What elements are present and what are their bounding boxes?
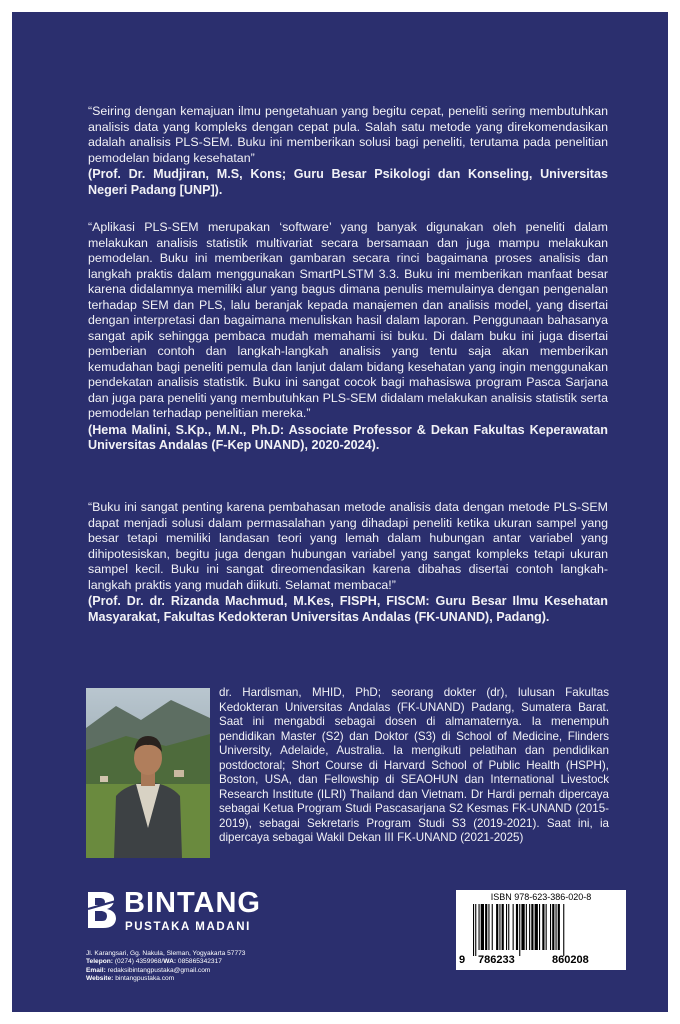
barcode-bar [513, 904, 514, 950]
wa-value: 085865342317 [177, 958, 222, 966]
email-label: Email: [86, 966, 106, 974]
endorsement-quote-1 [88, 104, 608, 198]
barcode-bar [492, 904, 493, 950]
barcode-bar [546, 904, 547, 950]
barcode-bar [516, 904, 518, 950]
quote-3-source: (Prof. Dr. dr. Rizanda Machmud, M.Kes, FISPH, FISCM: Guru Besar Ilmu Kesehatan Masyarakat, Fakultas Kedokteran Universitas Andalas (FK-UNAND), Padang). [88, 594, 608, 624]
author-photo [86, 688, 210, 858]
barcode-bar [508, 904, 509, 950]
quote-2-text: “Aplikasi PLS-SEM merupakan ‘software’ yang banyak digunakan oleh peneliti dalam melakukan analisis statistik multivariat secara bersamaan dan juga mampu melakukan pemodelan. Buku ini memberikan gambaran secara rinci bagaimana proses analisis dan langkah praktis dalam menggunakan SmartPLSTM 3.3. Buku ini memberikan manfaat besar karena didalamnya memiliki alur yang bagus dimana penulis memulainya dengan pengenalan terhadap SEM dan PLS, lalu beranjak kepada manajemen dan analisis model, yang disertai dengan interpretasi dan bagaimana menuliskan hasil dalam laporan. Penggunaan bahasanya sangat apik sehingga pembaca mudah memahami isi buku. Di dalam buku ini juga disertai pemberian contoh dan langkah-langkah analisis yang tentu saja akan memberikan kemudahan bagi peneliti pemula dan lanjut dalam bidang kesehatan yang ingin menggunakan pendekatan analisis statistik. Buku ini sangat cocok bagi mahasiswa program Pasca Sarjana dan juga para peneliti yang membutuhkan PLS-SEM didalam melakukan analisis statistik serta pemodelan terhadap penelitian mereka.” [88, 220, 608, 420]
barcode-bar [535, 904, 538, 950]
publisher-address: Jl. Karangsari, Gg. Nakula, Sleman, Yogyakarta 57773 [86, 950, 246, 957]
barcode-bar [506, 904, 507, 950]
publisher-email-line [86, 967, 245, 975]
endorsement-quote-2 [88, 220, 608, 454]
barcode-bar [563, 904, 564, 956]
author-bio: dr. Hardisman, MHID, PhD; seorang dokter (dr), lulusan Fakultas Kedokteran Universitas Andalas (FK-UNAND) Padang, Sumatera Barat. Saat ini mengabdi sebagai dosen di almamaternya. Ia menempuh pendidikan Master (S2) dan Doktor (S3) di School of Medicine, Flinders University, Adelaide, Australia. Ia mengikuti pelatihan dan pendidikan postdoctoral; Short Course di Harvard School of Public Health (HSPH), Boston, USA, dan Fellowship di SEAOHUN dan International Livestock Research Institute (ILRI) Thailand dan Vietnam. Dr Hardi pernah dipercaya sebagai Ketua Program Studi Pascasarjana S2 Kesmas FK-UNAND (2015-2019), sebagai Sekretaris Program Studi S3 (2019-2021). Saat ini, ia dipercaya sebagai Wakil Dekan III FK-UNAND (2021-2025) [219, 686, 609, 844]
quote-1-source: (Prof. Dr. Mudjiran, M.S, Kons; Guru Besar Psikologi dan Konseling, Universitas Negeri Padang [UNP]). [88, 167, 608, 197]
publisher-website-line [86, 975, 245, 983]
email-value: redaksibintangpustaka@gmail.com [107, 966, 211, 974]
barcode-bar [521, 904, 524, 950]
barcode-bar [556, 904, 557, 950]
quote-3-text: “Buku ini sangat penting karena pembahasan metode analisis data dengan metode PLS-SEM dapat menjadi solusi dalam permasalahan yang dihadapi peneliti ketika ukuran sampel yang besar tetapi memiliki landasan teori yang lemah dalam hubungan antar variabel yang dihipotesiskan, begitu juga dengan hubungan variabel yang sangat kompleks tetapi ukuran sampel kecil. Buku ini sangat direomendasikan karena dibahas disertai contoh langkah-langkah praktis yang mudah diikuti. Selamat membaca!” [88, 500, 608, 592]
publisher-phone-line [86, 958, 245, 966]
barcode-bar [558, 904, 560, 950]
publisher-contact [86, 950, 245, 983]
barcode-digit-first: 9 [459, 954, 466, 966]
bintang-logo-icon [86, 890, 118, 930]
quote-1-text: “Seiring dengan kemajuan ilmu pengetahuan yang begitu cepat, peneliti sering membutuhkan analisis data yang kompleks dengan cepat pula. Salah satu metode yang direkomendasikan adalah analisis PLS-SEM. Buku ini memberikan solusi bagi peneliti, terutama pada penelitian pemodelan bidang kesehatan” [88, 104, 608, 165]
website-label: Website: [86, 974, 114, 982]
barcode-bar [485, 904, 487, 950]
barcode-bar [475, 904, 476, 956]
isbn-label: ISBN 978-623-386-020-8 [490, 892, 592, 902]
wa-label: WA: [163, 958, 177, 966]
barcode-bar [526, 904, 527, 950]
quote-2-source: (Hema Malini, S.Kp., M.N., Ph.D: Associate Professor & Dekan Fakultas Keperawatan Universitas Andalas (F-Kep UNAND), 2020-2024). [88, 422, 608, 452]
barcode-bar [529, 904, 530, 950]
publisher-subname: PUSTAKA MADANI [125, 921, 251, 933]
website-value: bintangpustaka.com [115, 974, 175, 982]
barcode-bar [502, 904, 504, 950]
barcode-bar [473, 904, 474, 956]
barcode-group-left: 786233 [478, 954, 515, 966]
barcode-bar [496, 904, 498, 950]
endorsement-quote-3 [88, 500, 608, 625]
barcode-bar [531, 904, 533, 950]
barcode-bar [539, 904, 540, 950]
back-cover [12, 12, 668, 1012]
publisher-name: BINTANG [124, 887, 261, 919]
barcode-bar [479, 904, 480, 950]
phone-label: Telepon: [86, 958, 113, 966]
barcode-bar [481, 904, 484, 950]
barcode-bar [488, 904, 489, 950]
barcode-bar [550, 904, 551, 950]
phone-value: (0274) 4359968/ [114, 958, 164, 966]
barcode-bar [519, 904, 520, 956]
barcode-bars [463, 904, 621, 956]
barcode-bar [499, 904, 500, 950]
barcode-bar [552, 904, 554, 950]
barcode-bar [542, 904, 544, 950]
barcode-group-right: 860208 [552, 954, 589, 966]
isbn-barcode [456, 890, 626, 970]
